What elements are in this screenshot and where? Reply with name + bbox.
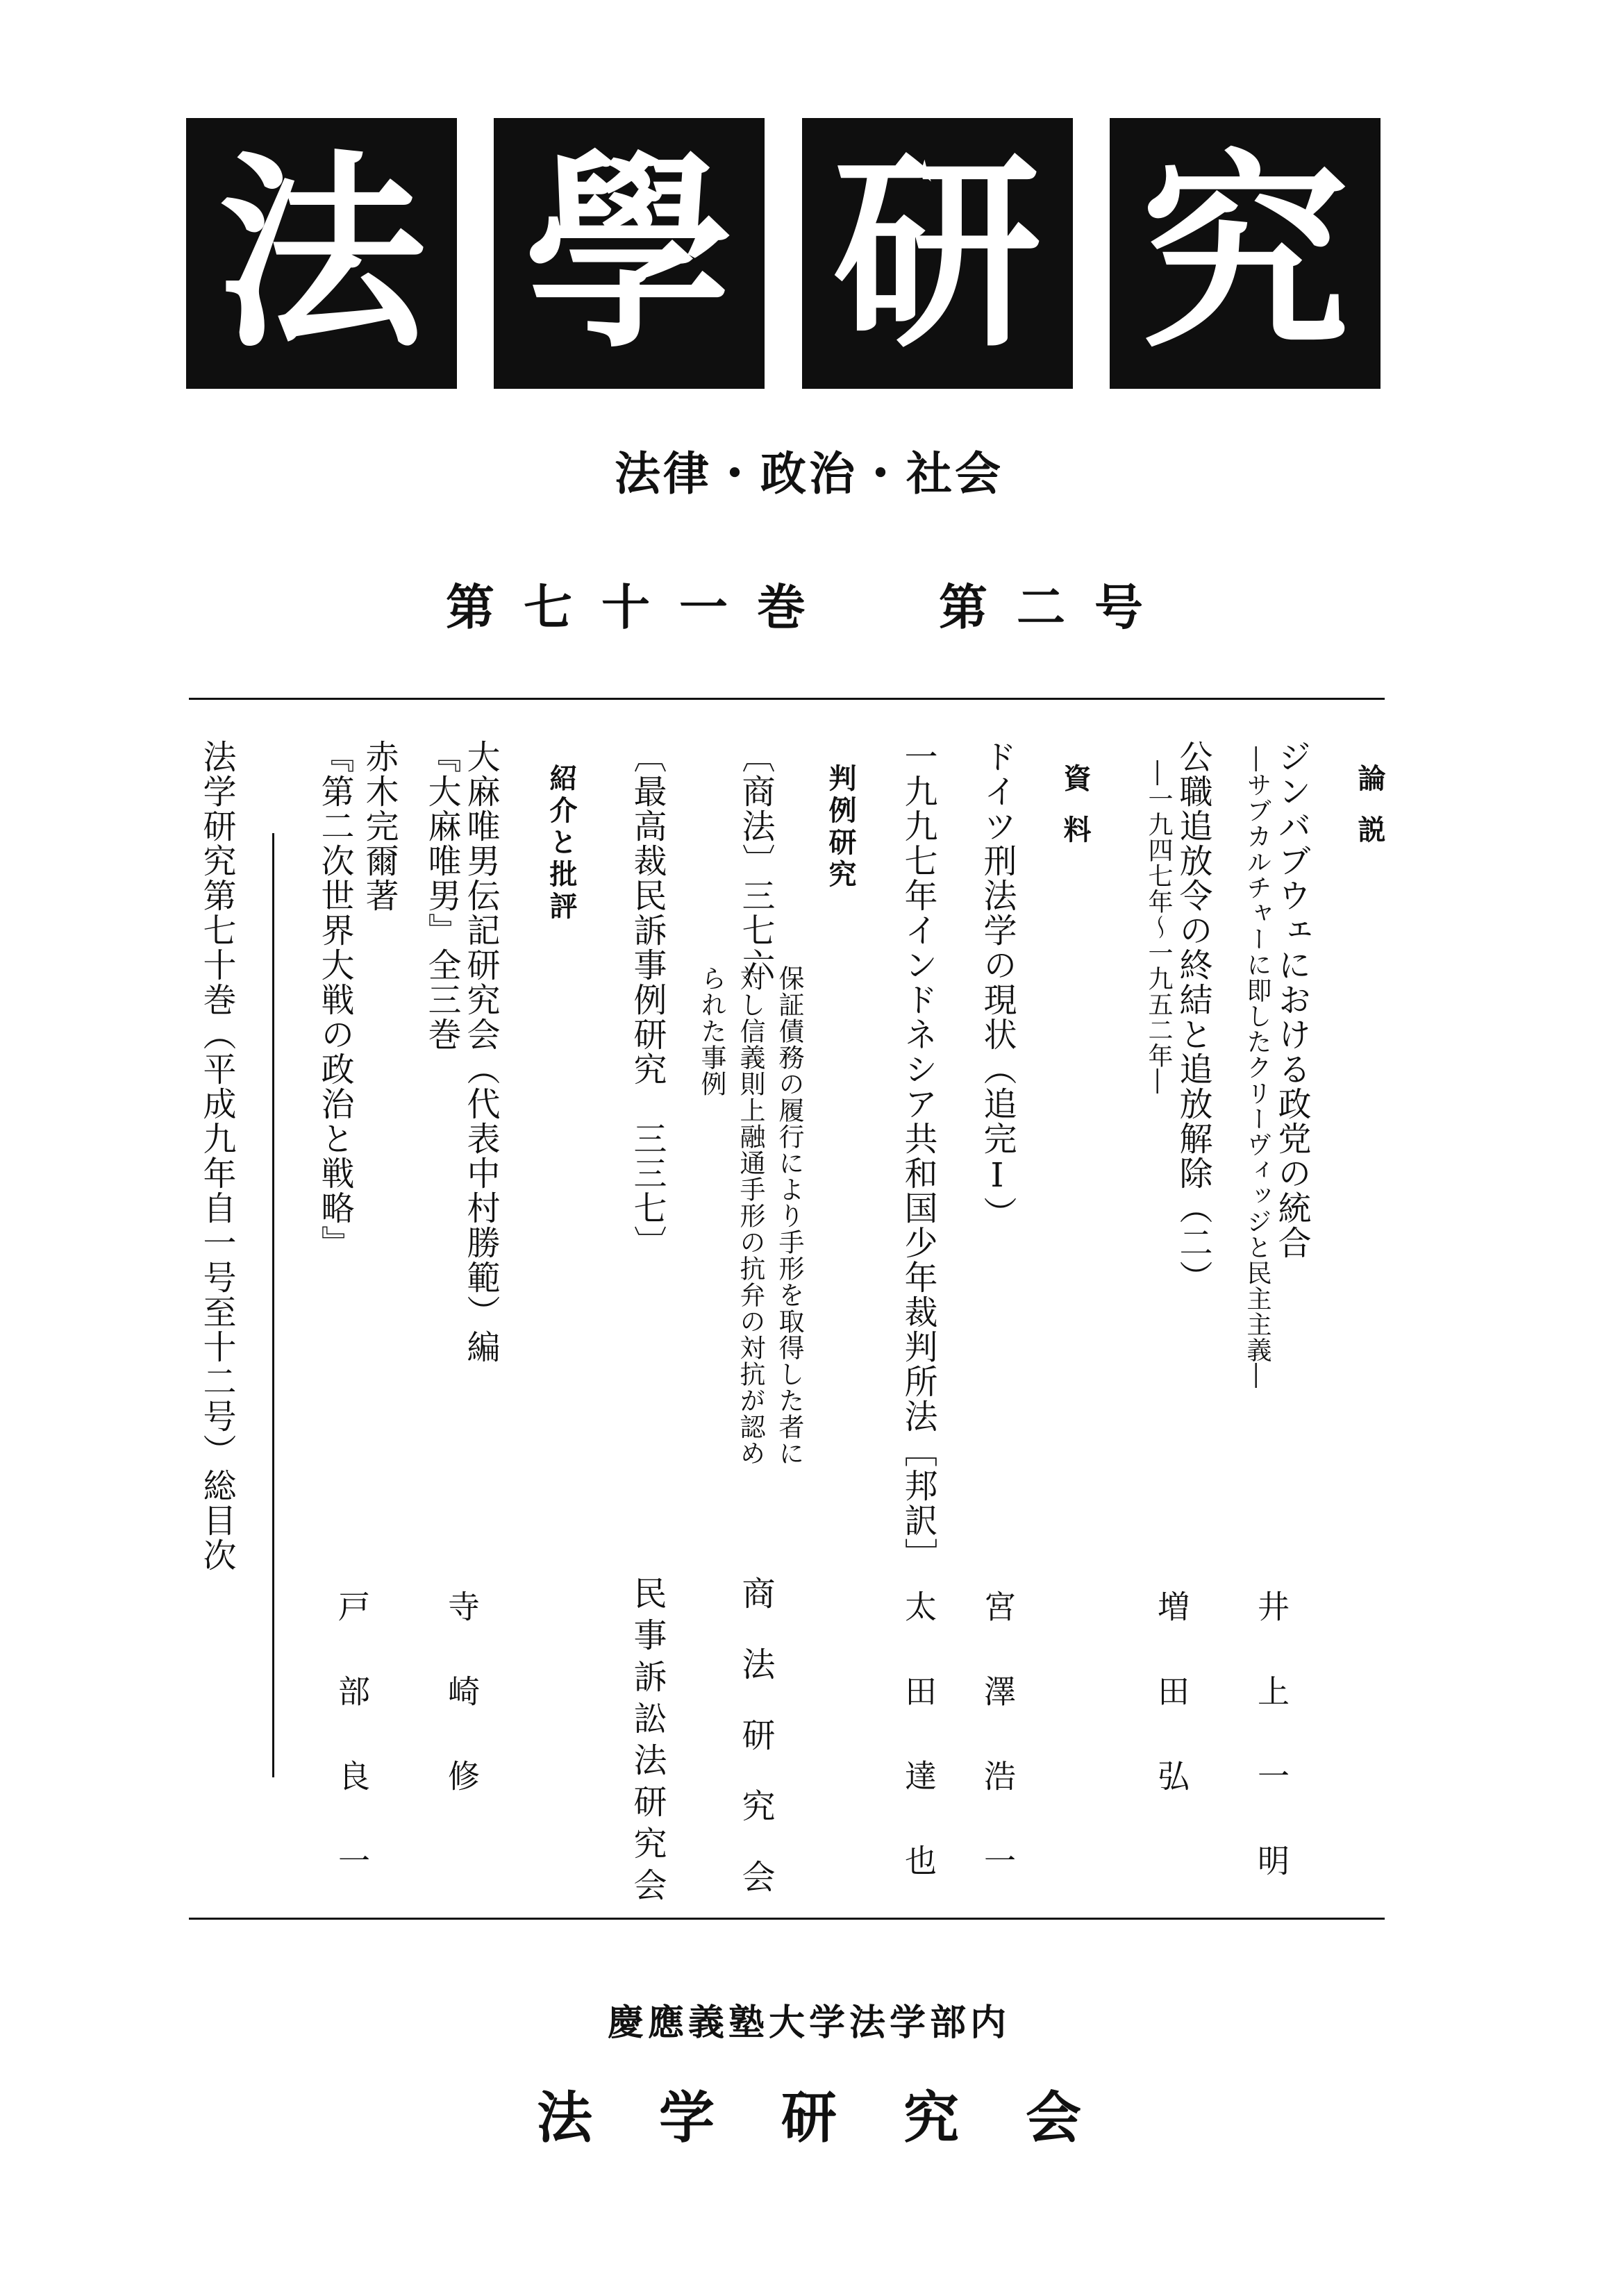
document-author-2: 太田達也 <box>900 1590 937 1929</box>
section-heading-shokai: 紹介と批評 <box>545 764 577 923</box>
vertical-divider <box>272 833 274 1777</box>
volume-issue <box>0 579 1618 636</box>
article-subtitle-1: ―サブカルチャーに即したクリーヴィッジと民主主義― <box>1243 746 1271 1389</box>
publisher-affiliation: 慶應義塾大学法学部内 <box>607 2002 1010 2044</box>
case-title-2: 〔最高裁民訴事例研究 三三七〕 <box>628 739 667 1260</box>
review-author-2: 戸部良一 <box>333 1590 371 1929</box>
document-title-1: ドイツ刑法学の現状（追完Ⅰ） <box>978 739 1017 1231</box>
document-author-1: 宮澤浩一 <box>979 1590 1017 1929</box>
masthead-char-2: 學 <box>525 131 734 376</box>
case-author-1: 商法研究会 <box>736 1576 775 1930</box>
top-divider <box>189 698 1385 700</box>
review-author-1: 寺崎修 <box>443 1590 481 1844</box>
review-subtitle-2: 『第二次世界大戦の政治と戦略』 <box>315 739 354 1260</box>
article-title-2: 公職追放令の終結と追放解除（二） <box>1174 739 1212 1295</box>
publisher-name: 法学研究会 <box>537 2085 1148 2150</box>
volume-number: 第七十一巻 <box>446 579 835 636</box>
article-author-1: 井上一明 <box>1253 1590 1290 1929</box>
masthead-char-4: 究 <box>1140 131 1349 376</box>
article-title-1: ジンバブウェにおける政党の統合 <box>1272 739 1311 1260</box>
review-subtitle-1: 『大麻唯男』全三巻 <box>422 739 461 1052</box>
case-author-2: 民事訴訟法研究会 <box>628 1576 667 1909</box>
masthead-box-1 <box>186 118 457 389</box>
section-heading-hanrei: 判例研究 <box>824 764 856 891</box>
masthead-box-3 <box>802 118 1073 389</box>
masthead-box-2 <box>494 118 765 389</box>
review-title-2: 赤木完爾著 <box>360 739 399 913</box>
journal-subtitle: 法律・政治・社会 <box>615 447 1003 501</box>
masthead-char-1: 法 <box>217 131 426 376</box>
masthead-char-3: 研 <box>833 131 1042 376</box>
masthead-box-4 <box>1110 118 1381 389</box>
issue-number: 第二号 <box>939 579 1172 636</box>
article-subtitle-2: ―一九四七年～一九五二年― <box>1144 760 1173 1094</box>
section-heading-shiryo: 資料 <box>1059 764 1091 866</box>
review-title-1: 大麻唯男伝記研究会（代表中村勝範）編 <box>461 739 500 1364</box>
section-heading-ronsetsu: 論説 <box>1353 764 1385 866</box>
case-note-line-1: 保証債務の履行により手形を取得した者に <box>774 965 804 1466</box>
case-note-line-3: られた事例 <box>697 965 726 1097</box>
case-title-1: 〔商法〕三七六 <box>736 739 775 982</box>
masthead-title <box>186 118 1381 389</box>
article-author-2: 増田弘 <box>1153 1590 1190 1844</box>
document-title-2: 一九九七年インドネシア共和国少年裁判所法［邦訳］ <box>899 739 937 1573</box>
annual-index-title: 法学研究第七十巻（平成九年自一号至十二号）総目次 <box>197 739 236 1573</box>
case-note-line-2: 対し信義則上融通手形の抗弁の対抗が認め <box>735 965 765 1466</box>
